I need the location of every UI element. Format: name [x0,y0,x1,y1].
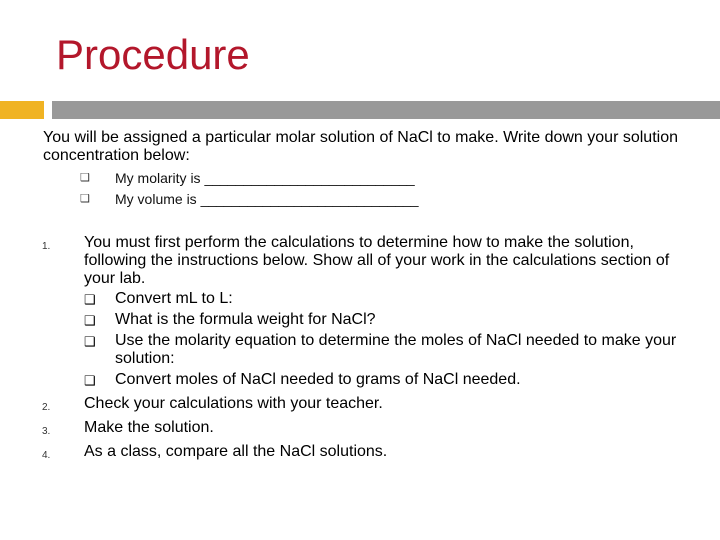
step-text: You must first perform the calculations to determine how to make the solution, following the instructions below. Show all of your work in the calculations section of your lab. [84,234,670,287]
check-text: Use the molarity equation to determine the moles of NaCl needed to make your solution: [115,332,677,367]
step-1 [42,234,682,389]
procedure-steps [42,234,682,467]
checkbox-bullet-icon: ❑ [84,373,96,388]
check-text: Convert moles of NaCl needed to grams of NaCl needed. [115,371,521,388]
intro-text: You will be assigned a particular molar solution of NaCl to make. Write down your solution concentration below: [43,129,678,164]
check-text: What is the formula weight for NaCl? [115,311,376,328]
checkbox-bullet-icon: ❑ [84,334,96,349]
title-accent-box [0,101,44,119]
step-4 [42,443,682,461]
step-number: 1. [42,241,51,252]
list-item [70,168,419,189]
list-item [84,332,682,368]
calculation-checklist [84,290,682,389]
check-text: Convert mL to L: [115,290,233,307]
checkbox-bullet-icon: ❑ [84,313,96,328]
step-number: 2. [42,402,51,413]
list-item [84,290,682,308]
title-divider-bar [52,101,720,119]
list-item [84,311,682,329]
list-item [70,189,419,210]
molarity-line: My molarity is ___________________________ [115,170,415,186]
step-3 [42,419,682,437]
step-number: 4. [42,450,51,461]
step-number: 3. [42,426,51,437]
step-2 [42,395,682,413]
checkbox-bullet-icon: ❑ [84,292,96,307]
checkbox-bullet-icon: ❑ [80,172,90,184]
checkbox-bullet-icon: ❑ [80,193,90,205]
volume-line: My volume is ____________________________ [115,191,419,207]
step-text: As a class, compare all the NaCl solutions. [84,443,388,460]
concentration-list [70,168,419,210]
slide-title: Procedure [56,31,250,78]
step-text: Check your calculations with your teacher. [84,395,383,412]
list-item [84,371,682,389]
step-text: Make the solution. [84,419,214,436]
